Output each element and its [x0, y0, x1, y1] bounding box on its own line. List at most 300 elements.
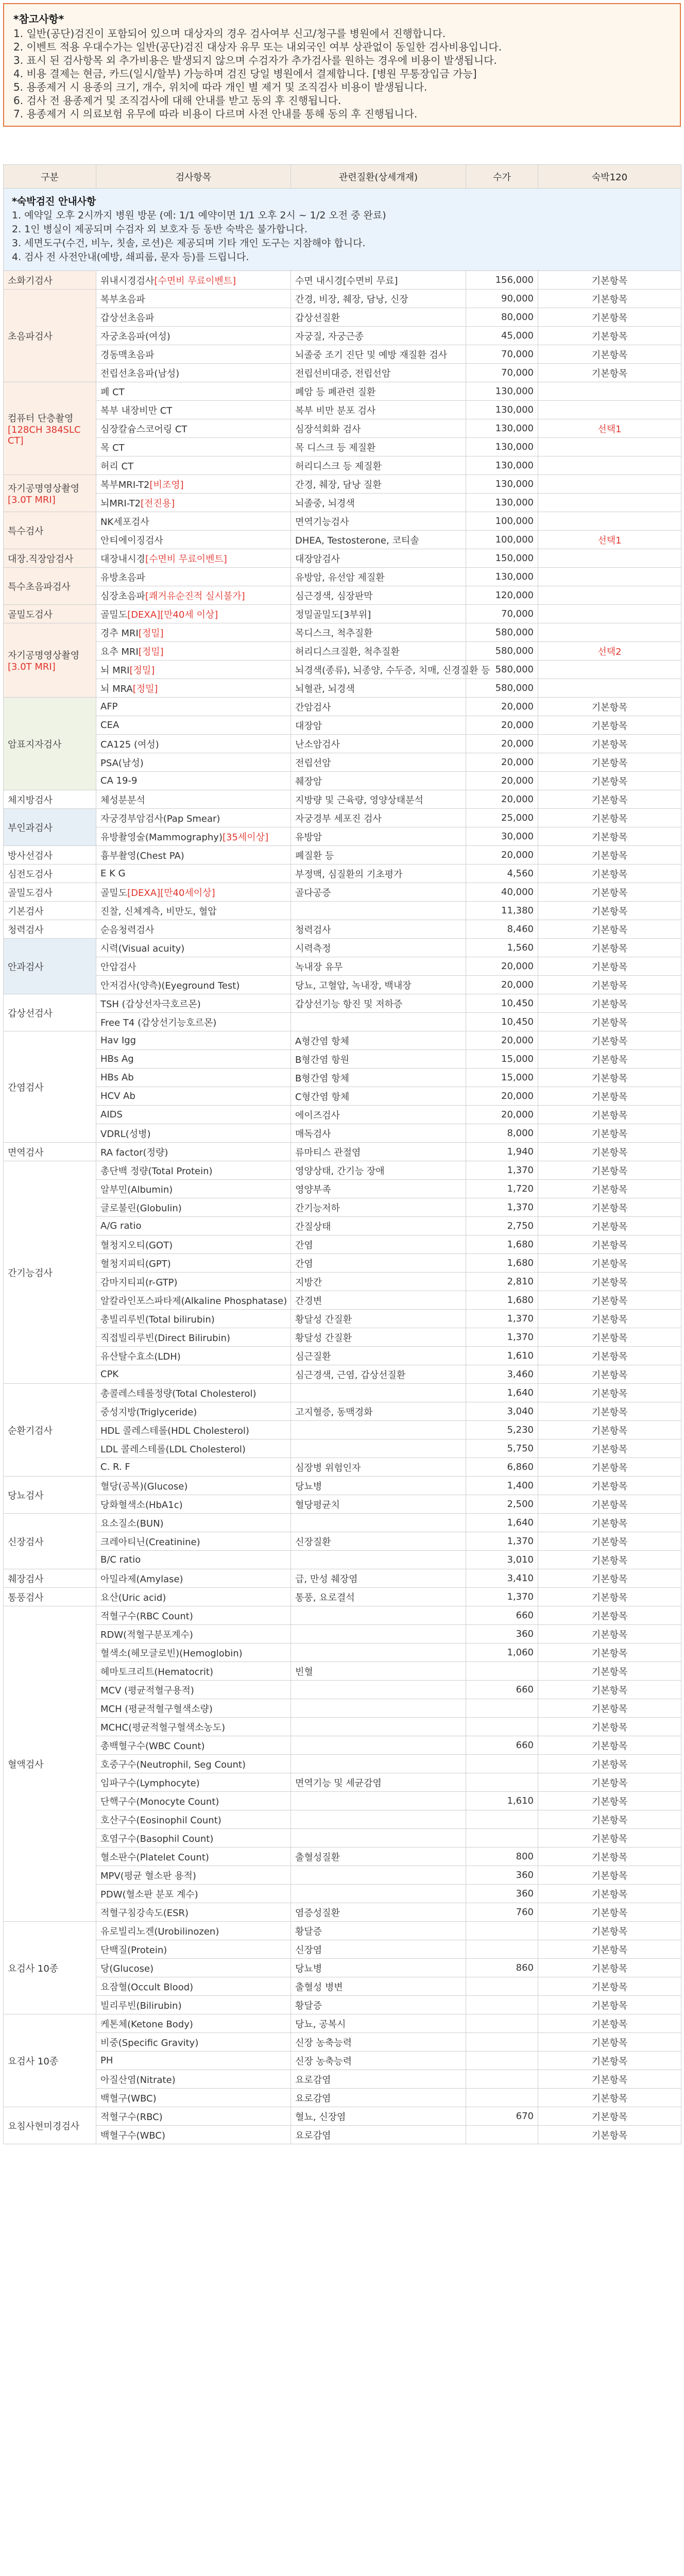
item-cell: AFP [96, 698, 291, 716]
price-cell: 70,000 [466, 605, 538, 623]
price-cell: 360 [466, 1885, 538, 1903]
table-row [4, 1977, 681, 1996]
table-row [4, 1050, 681, 1069]
disease-cell [291, 1625, 466, 1643]
price-cell: 10,450 [466, 994, 538, 1013]
type-cell: 기본항목 [538, 1124, 681, 1143]
table-row [4, 2052, 681, 2070]
price-cell: 580,000 [466, 623, 538, 642]
category-cell: 초음파검사 [4, 290, 96, 382]
disease-cell: 간경, 비장, 췌장, 담낭, 신장 [291, 290, 466, 308]
item-cell: 아밀라제(Amylase) [96, 1569, 291, 1588]
disease-cell: 유방암, 유선암 제질환 [291, 568, 466, 586]
type-cell: 기본항목 [538, 1588, 681, 1606]
table-row [4, 1291, 681, 1310]
table-row [4, 327, 681, 345]
type-cell [538, 475, 681, 494]
item-cell: E K G [96, 865, 291, 883]
table-row [4, 2107, 681, 2126]
type-cell: 기본항목 [538, 1903, 681, 1922]
type-cell: 기본항목 [538, 1625, 681, 1643]
item-cell: 심장칼슘스코어링 CT [96, 419, 291, 438]
disease-cell: 영양부족 [291, 1180, 466, 1198]
item-cell: HBs Ab [96, 1069, 291, 1087]
table-row [4, 1959, 681, 1977]
price-cell: 150,000 [466, 549, 538, 568]
table-row [4, 1402, 681, 1421]
disease-cell: 통풍, 요로결석 [291, 1588, 466, 1606]
table-row [4, 939, 681, 957]
disease-cell: 부정맥, 심질환의 기초평가 [291, 865, 466, 883]
type-cell: 기본항목 [538, 1736, 681, 1755]
disease-cell: 출혈성 병변 [291, 1977, 466, 1996]
type-cell: 기본항목 [538, 994, 681, 1013]
item-cell: 혈청지오티(GOT) [96, 1235, 291, 1254]
item-cell: 중성지방(Triglyceride) [96, 1402, 291, 1421]
table-row [4, 1866, 681, 1885]
price-cell: 3,460 [466, 1365, 538, 1384]
price-cell: 2,750 [466, 1217, 538, 1235]
type-cell: 기본항목 [538, 976, 681, 994]
table-row [4, 1495, 681, 1514]
type-cell [538, 623, 681, 642]
price-cell: 6,860 [466, 1458, 538, 1477]
table-row [4, 1124, 681, 1143]
type-cell: 기본항목 [538, 1439, 681, 1458]
table-row [4, 1458, 681, 1477]
type-cell: 기본항목 [538, 2070, 681, 2089]
item-tag: [DEXA][만40세이상] [127, 887, 215, 899]
item-cell: 직접빌리루빈(Direct Bilirubin) [96, 1328, 291, 1347]
item-cell: 총빌리루빈(Total bilirubin) [96, 1310, 291, 1328]
price-cell: 130,000 [466, 438, 538, 456]
disease-cell: 신장염 [291, 1940, 466, 1959]
table-row [4, 1940, 681, 1959]
category-cell: 특수검사 [4, 512, 96, 549]
type-cell: 기본항목 [538, 1569, 681, 1588]
price-cell: 45,000 [466, 327, 538, 345]
price-cell: 130,000 [466, 494, 538, 512]
item-cell: 안압검사 [96, 957, 291, 976]
type-cell: 기본항목 [538, 1069, 681, 1087]
table-row [4, 1031, 681, 1050]
category-cell: 통풍검사 [4, 1588, 96, 1606]
type-cell [538, 679, 681, 698]
type-cell: 기본항목 [538, 1996, 681, 2014]
price-cell: 580,000 [466, 660, 538, 679]
category-cell: 체지방검사 [4, 790, 96, 809]
item-tag: [DEXA][만40세 이상] [127, 609, 218, 620]
price-cell: 20,000 [466, 772, 538, 790]
category-cell: 골밀도검사 [4, 605, 96, 623]
disease-cell: 매독검사 [291, 1124, 466, 1143]
stay-notice-line: 1. 예약일 오후 2시까지 병원 방문 (예: 1/1 예약이면 1/1 오후 2시 ~ 1/2 오전 중 완료) [12, 210, 386, 221]
header-price: 수가 [466, 165, 538, 189]
price-cell: 156,000 [466, 271, 538, 290]
notes-line: 3. 표시 된 검사항목 외 추가비용은 발생되지 않으며 수검자가 추가검사를 원하는 경우에 비용이 발생됩니다. [13, 54, 497, 66]
price-cell: 1,370 [466, 1328, 538, 1347]
price-cell: 860 [466, 1959, 538, 1977]
price-cell [466, 1810, 538, 1829]
price-cell: 1,610 [466, 1347, 538, 1365]
item-cell: VDRL(성병) [96, 1124, 291, 1143]
table-row [4, 1922, 681, 1940]
table-row [4, 827, 681, 846]
price-cell [466, 2014, 538, 2033]
item-tag: [수면비 무료이벤트] [145, 553, 227, 565]
price-cell: 130,000 [466, 475, 538, 494]
table-row [4, 549, 681, 568]
table-row [4, 790, 681, 809]
category-cell: 자기공명영상촬영 [3.0T MRI] [4, 623, 96, 698]
item-cell: MCV (평균적혈구용적) [96, 1681, 291, 1699]
disease-cell: 지방간 [291, 1273, 466, 1291]
table-row [4, 1087, 681, 1106]
disease-cell: 면역기능 및 세균감염 [291, 1773, 466, 1792]
type-cell: 기본항목 [538, 1458, 681, 1477]
item-cell: 알칼라인포스파타제(Alkaline Phosphatase) [96, 1291, 291, 1310]
item-tag: [전진용] [141, 498, 175, 509]
category-cell: 방사선검사 [4, 846, 96, 865]
header-type: 숙박120 [538, 165, 681, 189]
item-cell: 흉부촬영(Chest PA) [96, 846, 291, 865]
type-cell: 기본항목 [538, 1866, 681, 1885]
table-row [4, 1217, 681, 1235]
disease-cell: 심장석회화 검사 [291, 419, 466, 438]
price-cell: 1,370 [466, 1588, 538, 1606]
table-row [4, 1310, 681, 1328]
table-row [4, 1699, 681, 1718]
disease-cell: 신장질환 [291, 1532, 466, 1551]
disease-cell: 요로감염 [291, 2126, 466, 2144]
disease-cell: 뇌경색(종류), 뇌종양, 수두증, 치매, 신경질환 등 [291, 660, 466, 679]
table-row [4, 753, 681, 772]
price-cell: 3,410 [466, 1569, 538, 1588]
item-cell: 감마지티피(r-GTP) [96, 1273, 291, 1291]
disease-cell: 간경, 췌장, 담낭 질환 [291, 475, 466, 494]
type-cell: 기본항목 [538, 1031, 681, 1050]
item-cell: MCH (평균적혈구혈색소량) [96, 1699, 291, 1718]
table-row [4, 475, 681, 494]
item-cell: 자궁경부암검사(Pap Smear) [96, 809, 291, 827]
price-cell [466, 1755, 538, 1773]
item-cell: 복부MRI-T2[비조영] [96, 475, 291, 494]
disease-cell: 황달성 간질환 [291, 1328, 466, 1347]
item-cell: MCHC(평균적혈구혈색소농도) [96, 1718, 291, 1736]
disease-cell: 심장병 위험인자 [291, 1458, 466, 1477]
type-cell: 기본항목 [538, 1198, 681, 1217]
disease-cell [291, 1514, 466, 1532]
price-cell: 30,000 [466, 827, 538, 846]
disease-cell: 당뇨병 [291, 1959, 466, 1977]
category-cell: 소화기검사 [4, 271, 96, 290]
disease-cell: 정밀골밀도[3부위] [291, 605, 466, 623]
price-cell: 2,810 [466, 1273, 538, 1291]
price-cell: 800 [466, 1848, 538, 1866]
price-cell: 120,000 [466, 586, 538, 605]
price-cell [466, 1662, 538, 1681]
disease-cell: 대장암 [291, 716, 466, 735]
category-cell: 암표지자검사 [4, 698, 96, 790]
category-cell: 요검사 10종 [4, 2014, 96, 2107]
price-cell: 580,000 [466, 642, 538, 660]
disease-cell: 당뇨병 [291, 1477, 466, 1495]
table-row [4, 2089, 681, 2107]
disease-cell: 간암검사 [291, 698, 466, 716]
disease-cell [291, 1681, 466, 1699]
item-cell: PSA(남성) [96, 753, 291, 772]
price-cell: 1,560 [466, 939, 538, 957]
type-cell: 기본항목 [538, 1959, 681, 1977]
item-tag: [비조영] [149, 479, 184, 490]
type-cell: 기본항목 [538, 2126, 681, 2144]
type-cell: 기본항목 [538, 1643, 681, 1662]
table-row [4, 1439, 681, 1458]
table-row [4, 1736, 681, 1755]
disease-cell: 뇌혈관, 뇌경색 [291, 679, 466, 698]
item-cell: 크레아티닌(Creatinine) [96, 1532, 291, 1551]
item-cell: CA 19-9 [96, 772, 291, 790]
price-cell: 11,380 [466, 902, 538, 920]
disease-cell [291, 1866, 466, 1885]
category-cell: 간염검사 [4, 1031, 96, 1143]
type-cell: 기본항목 [538, 1365, 681, 1384]
type-cell: 기본항목 [538, 735, 681, 753]
item-cell: 단백질(Protein) [96, 1940, 291, 1959]
type-cell [538, 456, 681, 475]
item-cell: RDW(적혈구분포계수) [96, 1625, 291, 1643]
type-cell [538, 401, 681, 419]
type-cell: 기본항목 [538, 1699, 681, 1718]
price-cell: 130,000 [466, 401, 538, 419]
item-cell: MPV(평균 혈소판 용적) [96, 1866, 291, 1885]
type-cell: 기본항목 [538, 939, 681, 957]
category-cell: 청력검사 [4, 920, 96, 939]
type-cell: 기본항목 [538, 902, 681, 920]
disease-cell: 지방량 및 근육량, 영양상태분석 [291, 790, 466, 809]
item-cell: 유산탈수효소(LDH) [96, 1347, 291, 1365]
disease-cell: 자궁질, 자궁근종 [291, 327, 466, 345]
item-cell: 허리 CT [96, 456, 291, 475]
price-cell: 100,000 [466, 531, 538, 549]
disease-cell: 간기능저하 [291, 1198, 466, 1217]
item-cell: 빌리루빈(Bilirubin) [96, 1996, 291, 2014]
disease-cell: 폐암 등 폐관련 질환 [291, 382, 466, 401]
type-cell [538, 660, 681, 679]
price-cell [466, 1996, 538, 2014]
price-cell: 1,720 [466, 1180, 538, 1198]
type-cell: 선택2 [538, 642, 681, 660]
table-row [4, 1848, 681, 1866]
type-cell: 기본항목 [538, 1310, 681, 1328]
table-row [4, 456, 681, 475]
category-tag: [3.0T MRI] [8, 662, 56, 672]
type-cell: 기본항목 [538, 1328, 681, 1347]
type-cell [538, 549, 681, 568]
disease-cell: 황달증 [291, 1996, 466, 2014]
type-cell: 기본항목 [538, 1662, 681, 1681]
item-cell: CPK [96, 1365, 291, 1384]
item-cell: 경동맥초음파 [96, 345, 291, 364]
price-cell: 1,640 [466, 1384, 538, 1402]
table-row [4, 1996, 681, 2014]
disease-cell: 폐질환 등 [291, 846, 466, 865]
disease-cell: 목 디스크 등 제질환 [291, 438, 466, 456]
item-cell: 혈소판수(Platelet Count) [96, 1848, 291, 1866]
item-tag: [정밀] [138, 628, 164, 639]
table-row [4, 679, 681, 698]
price-cell: 5,230 [466, 1421, 538, 1439]
category-cell: 특수초음파검사 [4, 568, 96, 605]
notes-line: 4. 비용 결제는 현금, 카드(일시/할부) 가능하며 검진 당일 병원에서 결제합니다. [병원 무통장입금 가능] [13, 67, 477, 80]
item-cell: C. R. F [96, 1458, 291, 1477]
item-cell: 시력(Visual acuity) [96, 939, 291, 957]
price-cell: 1,400 [466, 1477, 538, 1495]
table-row [4, 382, 681, 401]
table-row [4, 1810, 681, 1829]
type-cell: 기본항목 [538, 790, 681, 809]
table-row [4, 846, 681, 865]
category-cell: 간기능검사 [4, 1161, 96, 1384]
item-cell: 헤마토크리트(Hematocrit) [96, 1662, 291, 1681]
disease-cell: 청력검사 [291, 920, 466, 939]
type-cell: 기본항목 [538, 883, 681, 902]
category-cell: 신장검사 [4, 1514, 96, 1569]
category-cell: 기본검사 [4, 902, 96, 920]
price-cell: 660 [466, 1736, 538, 1755]
item-cell: 총단백 정량(Total Protein) [96, 1161, 291, 1180]
disease-cell: 골다공증 [291, 883, 466, 902]
table-row [4, 660, 681, 679]
type-cell: 기본항목 [538, 1050, 681, 1069]
notes-line: 6. 검사 전 용종제거 및 조직검사에 대해 안내를 받고 동의 후 진행됩니다. [13, 94, 341, 107]
type-cell: 기본항목 [538, 753, 681, 772]
disease-cell: 간염 [291, 1254, 466, 1273]
table-row [4, 1588, 681, 1606]
price-cell [466, 2126, 538, 2144]
price-cell: 3,010 [466, 1551, 538, 1569]
disease-cell: 심근경색, 근염, 갑상선질환 [291, 1365, 466, 1384]
table-row [4, 1161, 681, 1180]
disease-cell [291, 1718, 466, 1736]
price-cell: 2,500 [466, 1495, 538, 1514]
table-row [4, 1625, 681, 1643]
type-cell: 기본항목 [538, 1810, 681, 1829]
type-cell [538, 382, 681, 401]
table-row [4, 512, 681, 531]
disease-cell: 요로감염 [291, 2089, 466, 2107]
table-row [4, 494, 681, 512]
table-row [4, 920, 681, 939]
item-tag: [수면비 무료이벤트] [154, 275, 236, 286]
price-cell [466, 1940, 538, 1959]
price-cell: 15,000 [466, 1069, 538, 1087]
disease-cell [291, 1699, 466, 1718]
type-cell: 기본항목 [538, 827, 681, 846]
item-cell: 적혈구수(RBC) [96, 2107, 291, 2126]
table-row [4, 902, 681, 920]
table-row [4, 271, 681, 290]
item-cell: 비중(Specific Gravity) [96, 2033, 291, 2052]
table-row [4, 419, 681, 438]
notes-line: 7. 용종제거 시 의료보험 유무에 따라 비용이 다르며 사전 안내를 통해 동의 후 진행됩니다. [13, 108, 418, 120]
table-row [4, 586, 681, 605]
table-row [4, 976, 681, 994]
disease-cell: 요로감염 [291, 2070, 466, 2089]
type-cell: 기본항목 [538, 1514, 681, 1532]
disease-cell: 목디스크, 척추질환 [291, 623, 466, 642]
type-cell: 기본항목 [538, 1885, 681, 1903]
category-cell: 부인과검사 [4, 809, 96, 846]
price-cell: 20,000 [466, 698, 538, 716]
disease-cell: 복부 비만 분포 검사 [291, 401, 466, 419]
notes-line: 5. 용종제거 시 용종의 크기, 개수, 위치에 따라 개인 별 제거 및 조직검사 비용이 발생됩니다. [13, 81, 427, 93]
price-cell: 80,000 [466, 308, 538, 327]
header-item: 검사항목 [96, 165, 291, 189]
item-cell: 아질산염(Nitrate) [96, 2070, 291, 2089]
table-row [4, 1643, 681, 1662]
price-cell: 70,000 [466, 364, 538, 382]
type-cell: 기본항목 [538, 865, 681, 883]
stay-notice-line: 2. 1인 병실이 제공되며 수검자 외 보호자 등 동반 숙박은 불가합니다. [12, 224, 307, 235]
disease-cell [291, 1829, 466, 1848]
table-row [4, 1180, 681, 1198]
exam-table [3, 164, 681, 2144]
item-cell: 호산구수(Eosinophil Count) [96, 1810, 291, 1829]
price-cell [466, 1977, 538, 1996]
type-cell: 기본항목 [538, 1755, 681, 1773]
price-cell: 20,000 [466, 753, 538, 772]
price-cell: 1,370 [466, 1198, 538, 1217]
price-cell: 1,680 [466, 1291, 538, 1310]
disease-cell: 뇌졸중, 뇌경색 [291, 494, 466, 512]
disease-cell: B형간염 항원 [291, 1050, 466, 1069]
price-cell: 130,000 [466, 419, 538, 438]
type-cell: 기본항목 [538, 1718, 681, 1736]
disease-cell: 당뇨, 고혈압, 녹내장, 백내장 [291, 976, 466, 994]
disease-cell [291, 1606, 466, 1625]
category-tag: [128CH 384SLC CT] [8, 424, 81, 446]
type-cell: 기본항목 [538, 772, 681, 790]
type-cell [538, 438, 681, 456]
disease-cell: 혈당평균치 [291, 1495, 466, 1514]
disease-cell [291, 1384, 466, 1402]
type-cell: 기본항목 [538, 364, 681, 382]
price-cell: 20,000 [466, 1087, 538, 1106]
table-row [4, 1606, 681, 1625]
type-cell [538, 568, 681, 586]
price-cell: 760 [466, 1903, 538, 1922]
type-cell: 기본항목 [538, 846, 681, 865]
type-cell: 기본항목 [538, 1273, 681, 1291]
item-cell: 글로불린(Globulin) [96, 1198, 291, 1217]
item-tag: [쾌거유순진적 실시불가] [145, 590, 245, 602]
type-cell: 기본항목 [538, 327, 681, 345]
type-cell: 기본항목 [538, 1402, 681, 1421]
item-tag: [정밀] [138, 646, 164, 657]
disease-cell [291, 1421, 466, 1439]
table-row [4, 2014, 681, 2033]
type-cell: 기본항목 [538, 308, 681, 327]
category-cell: 갑상선검사 [4, 994, 96, 1031]
price-cell: 20,000 [466, 1106, 538, 1124]
category-cell: 심전도검사 [4, 865, 96, 883]
price-cell: 20,000 [466, 957, 538, 976]
item-cell: RA factor(정량) [96, 1143, 291, 1161]
table-row [4, 1829, 681, 1848]
price-cell: 1,370 [466, 1532, 538, 1551]
price-cell: 1,370 [466, 1161, 538, 1180]
